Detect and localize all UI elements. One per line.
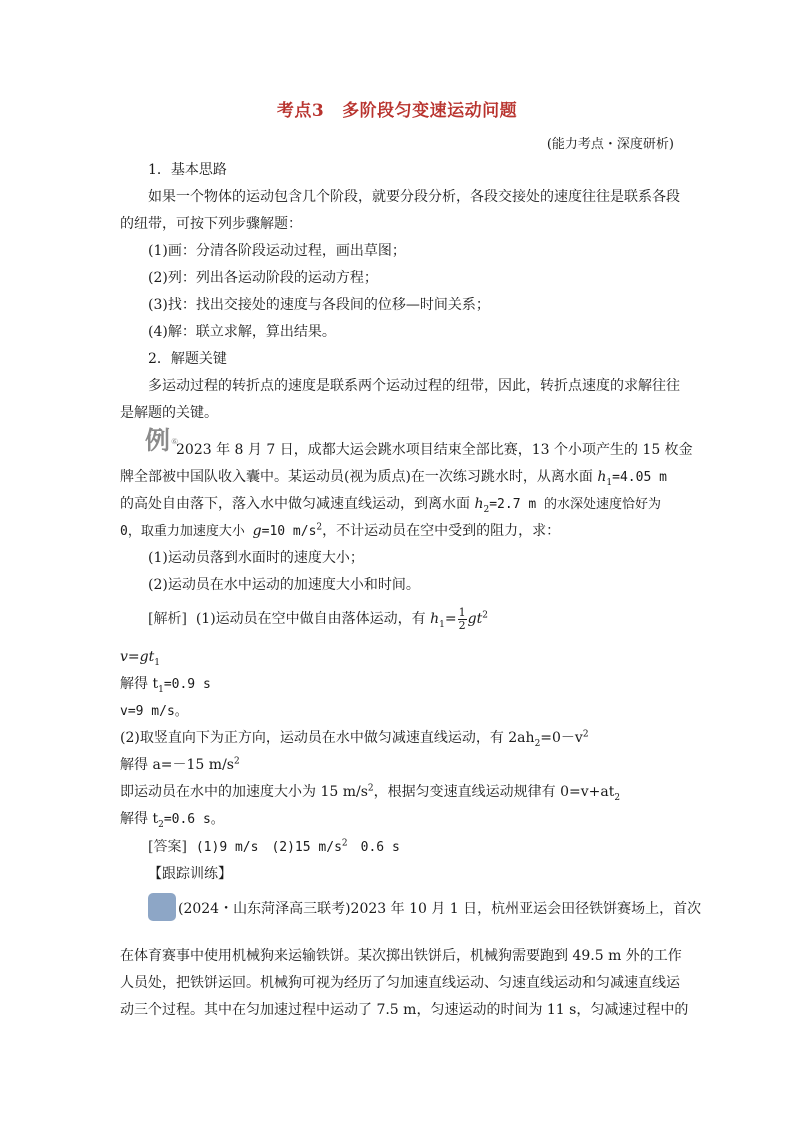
example-line3 bbox=[120, 491, 678, 518]
superscript: 2 bbox=[341, 838, 348, 849]
solution-text: (2)取竖直向下为正方向，运动员在水中做匀减速直线运动，有 2ah bbox=[120, 730, 535, 746]
solution-text: 解得 a=－15 m/s bbox=[120, 757, 234, 773]
answer-text: (1)9 m/s (2)15 m/s bbox=[195, 840, 342, 855]
solution-line5 bbox=[120, 725, 678, 752]
title-text: 多阶段匀变速运动问题 bbox=[342, 101, 518, 121]
solution-text: =0.6 s。 bbox=[163, 812, 224, 827]
section2-para-line1: 多运动过程的转折点的速度是联系两个运动过程的纽带，因此，转折点速度的求解往往 bbox=[148, 378, 680, 394]
training-line4: 动三个过程。其中在匀加速过程中运动了 7.5 m，匀速运动的时间为 11 s，匀减速过程中的 bbox=[120, 1002, 689, 1018]
symbol-h: h bbox=[430, 611, 440, 627]
example-text: =2.7 m 的水深处速度恰好为 bbox=[489, 497, 662, 512]
solution-line4: v=9 m/s。 bbox=[120, 704, 188, 719]
example-text: ，不计运动员在空中受到的阻力，求： bbox=[322, 523, 561, 539]
superscript: 2 bbox=[316, 522, 323, 533]
fraction-half bbox=[458, 607, 467, 632]
section1-heading: 1．基本思路 bbox=[148, 162, 227, 178]
question-2: (2)运动员在水中运动的加速度大小和时间。 bbox=[148, 577, 420, 593]
training-heading: 【跟踪训练】 bbox=[148, 866, 232, 882]
title-number: 考点3 bbox=[276, 101, 325, 121]
step-item: (2)列：列出各运动阶段的运动方程； bbox=[148, 270, 378, 286]
example-icon: 例 bbox=[145, 426, 171, 455]
example-line1 bbox=[145, 426, 693, 464]
training-line1: (2024・山东菏泽高三联考)2023 年 10 月 1 日，杭州亚运会田径铁饼赛场上，首次 bbox=[178, 901, 702, 917]
solution-text: 解得 t bbox=[120, 811, 159, 827]
subscript: 1 bbox=[439, 619, 445, 630]
answer-line bbox=[148, 834, 678, 861]
symbol-g: g bbox=[252, 523, 262, 539]
superscript: 2 bbox=[482, 610, 488, 621]
solution-label: [解析] bbox=[148, 611, 187, 627]
subscript: 1 bbox=[154, 657, 160, 668]
example-text: 2023 年 8 月 7 日，成都大运会跳水项目结束全部比赛，13 个小项产生的 15 枚金 bbox=[176, 442, 693, 458]
step-item: (3)找：找出交接处的速度与各段间的位移—时间关系； bbox=[148, 297, 490, 313]
superscript: 2 bbox=[233, 756, 240, 767]
example-number-icon: ⑥ bbox=[171, 437, 179, 446]
section2-heading: 2．解题关键 bbox=[148, 351, 227, 367]
superscript: 2 bbox=[582, 729, 589, 740]
step-item: (4)解：联立求解，算出结果。 bbox=[148, 324, 336, 340]
subscript: 2 bbox=[614, 792, 621, 803]
example-text: 牌全部被中国队收入囊中。某运动员(视为质点)在一次练习跳水时，从离水面 bbox=[120, 469, 598, 485]
subscript: 2 bbox=[483, 504, 490, 515]
training-line3: 人员处，把铁饼运回。机械狗可视为经历了匀加速直线运动、匀速直线运动和匀减速直线运 bbox=[120, 975, 680, 991]
superscript: 2 bbox=[367, 783, 374, 794]
example-line2 bbox=[120, 464, 678, 491]
solution-line8 bbox=[120, 806, 678, 833]
symbol-g: g bbox=[467, 611, 477, 627]
solution-line1: [解析] (1)运动员在空中做自由落体运动，有 $h_1=$ $\frac{1}{2}$ $gt^2$ bbox=[148, 605, 488, 632]
question-1: (1)运动员落到水面时的速度大小； bbox=[148, 550, 364, 566]
subscript: 1 bbox=[606, 477, 613, 488]
solution-text: ，根据匀变速直线运动规律有 0=v+at bbox=[373, 784, 615, 800]
answer-text: 0.6 s bbox=[347, 840, 400, 855]
example-line4 bbox=[120, 518, 678, 545]
example-text: =4.05 m bbox=[612, 470, 667, 485]
solution-text: =0－v bbox=[540, 730, 583, 746]
page-title bbox=[0, 96, 794, 121]
section1-para-line2: 的纽带，可按下列步骤解题： bbox=[120, 216, 302, 232]
solution-text: v=gt bbox=[120, 649, 155, 665]
symbol-t: t bbox=[476, 611, 483, 627]
solution-line6 bbox=[120, 752, 678, 779]
fraction-numerator: 1 bbox=[458, 605, 466, 619]
page-subtitle: (能力考点・深度研析) bbox=[546, 137, 674, 152]
step-item: (1)画：分清各阶段运动过程，画出草图； bbox=[148, 243, 406, 259]
solution-line7 bbox=[120, 779, 678, 806]
symbol-h: h bbox=[597, 469, 607, 485]
symbol-h: h bbox=[474, 496, 484, 512]
section1-para-line1: 如果一个物体的运动包含几个阶段，就要分段分析，各段交接处的速度往往是联系各段 bbox=[148, 189, 680, 205]
solution-text: (1)运动员在空中做自由落体运动，有 bbox=[195, 611, 431, 627]
question-badge-icon bbox=[148, 893, 176, 921]
solution-text: =0.9 s bbox=[163, 677, 211, 692]
fraction-denominator: 2 bbox=[458, 618, 466, 632]
answer-label: [答案] bbox=[148, 839, 187, 855]
subscript: 2 bbox=[534, 738, 541, 749]
subscript: 1 bbox=[158, 684, 164, 695]
solution-text: 即运动员在水中的加速度大小为 15 m/s bbox=[120, 784, 368, 800]
solution-line2 bbox=[120, 644, 678, 671]
solution-line3 bbox=[120, 671, 678, 698]
subscript: 2 bbox=[158, 819, 164, 830]
example-text: =10 m/s bbox=[261, 524, 317, 539]
training-line2: 在体育赛事中使用机械狗来运输铁饼。某次掷出铁饼后，机械狗需要跑到 49.5 m 外的工作 bbox=[120, 948, 682, 964]
section2-para-line2: 是解题的关键。 bbox=[120, 405, 218, 421]
example-text: 0，取重力加速度大小 bbox=[120, 524, 253, 539]
solution-text: 解得 t bbox=[120, 676, 159, 692]
example-text: 的高处自由落下，落入水中做匀减速直线运动，到离水面 bbox=[120, 496, 475, 512]
